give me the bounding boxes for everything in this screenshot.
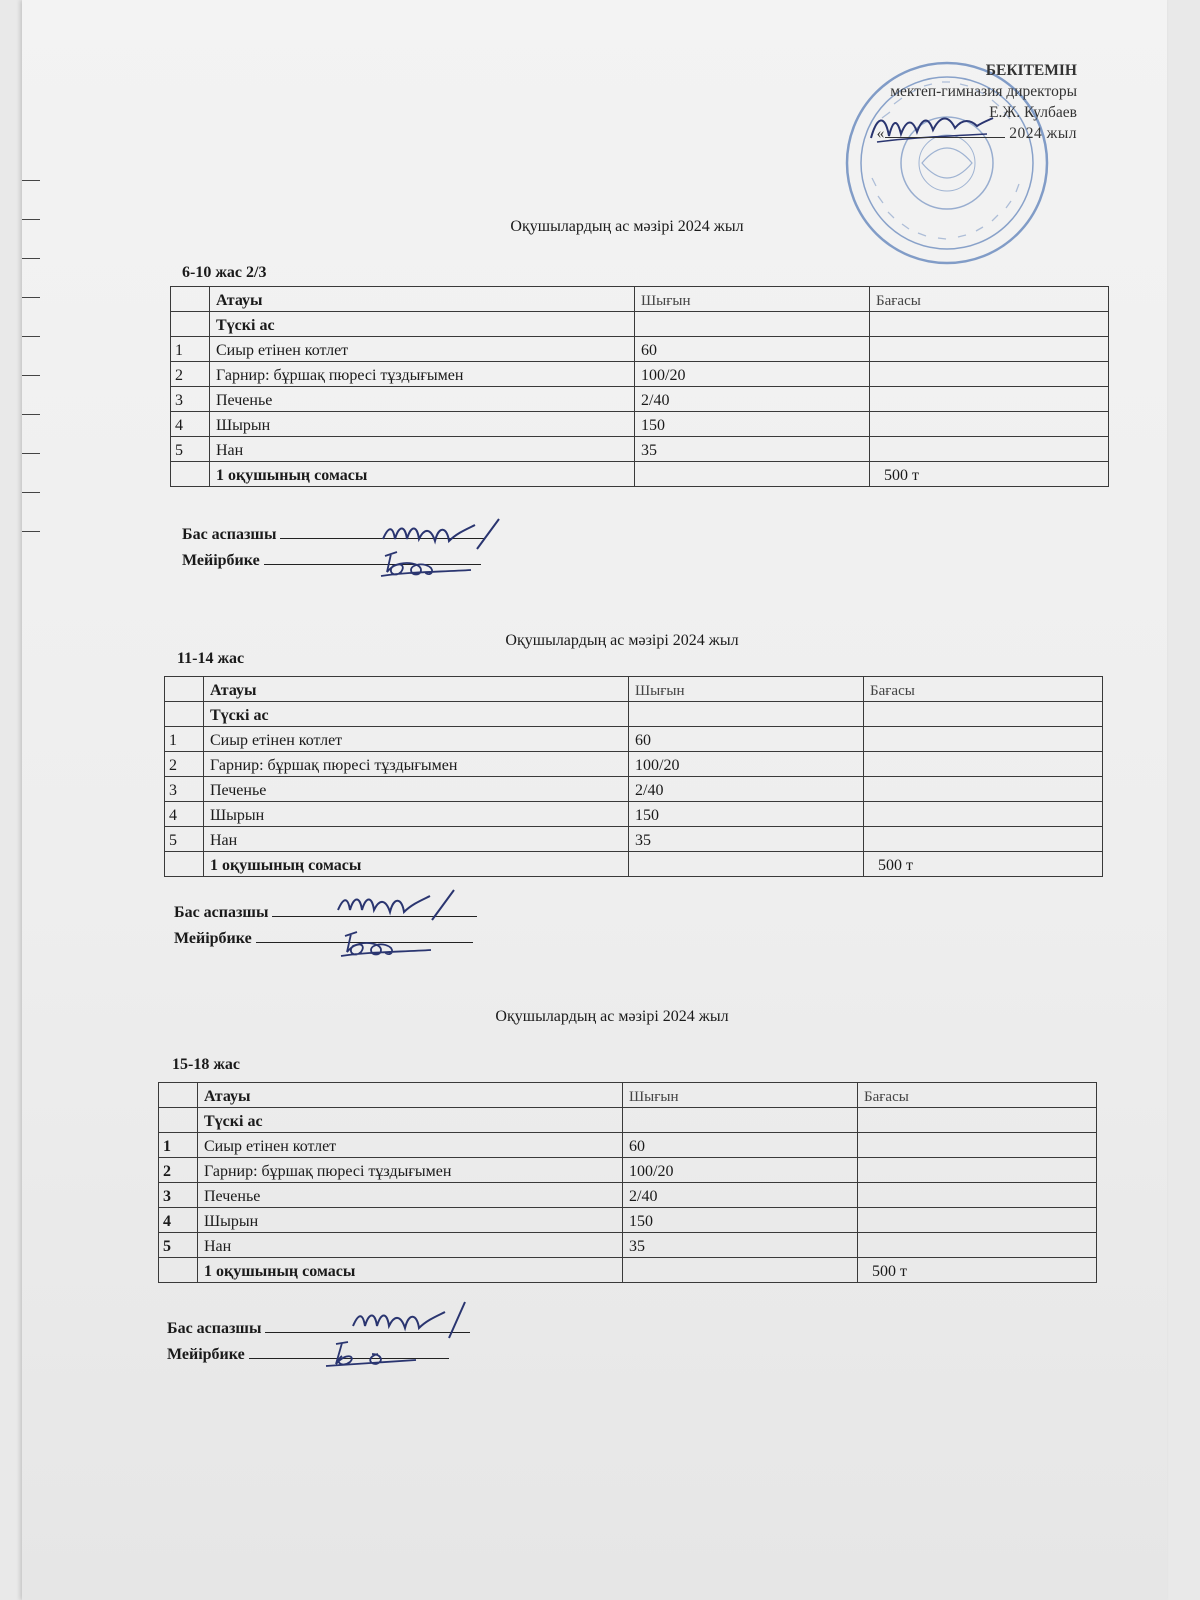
- dish-name: Сиыр етінен котлет: [210, 337, 635, 362]
- dish-name: Печенье: [210, 387, 635, 412]
- nurse-signature: [322, 1340, 422, 1370]
- table-row: [171, 362, 1109, 387]
- meal-row: [159, 1108, 1097, 1133]
- dish-name: Гарнир: бұршақ пюресі тұздығымен: [198, 1158, 623, 1183]
- dish-name: Гарнир: бұршақ пюресі тұздығымен: [210, 362, 635, 387]
- row-number: 3: [171, 387, 210, 412]
- chef-signature: [332, 886, 462, 926]
- dish-qty: 60: [635, 337, 870, 362]
- table-row: [171, 437, 1109, 462]
- row-number: 5: [171, 437, 210, 462]
- dish-price: [858, 1233, 1097, 1258]
- table-row: [159, 1158, 1097, 1183]
- dish-name: Нан: [210, 437, 635, 462]
- row-number: 4: [165, 802, 204, 827]
- table-row: [165, 727, 1103, 752]
- column-price-header: Бағасы: [870, 287, 1109, 312]
- row-number: 2: [165, 752, 204, 777]
- dish-price: [870, 387, 1109, 412]
- section-3-menu-table: [158, 1082, 1097, 1283]
- table-header-row: [171, 287, 1109, 312]
- approval-heading: БЕКІТЕМІН: [985, 62, 1077, 79]
- section-2-menu-table: [164, 676, 1103, 877]
- table-row: [171, 412, 1109, 437]
- column-qty-header: Шығын: [629, 677, 864, 702]
- document-page: [22, 0, 1167, 1600]
- table-header-row: [165, 677, 1103, 702]
- dish-name: Нан: [204, 827, 629, 852]
- approval-date: « 2024 жыл: [876, 125, 1077, 142]
- row-number: 5: [165, 827, 204, 852]
- section-1-age-group: 6-10 жас 2/3: [182, 264, 267, 281]
- section-2-title: Оқушылардың ас мәзірі 2024 жыл: [505, 632, 739, 649]
- dish-price: [864, 727, 1103, 752]
- dish-price: [858, 1133, 1097, 1158]
- table-header-row: [159, 1083, 1097, 1108]
- dish-name: Шырын: [198, 1208, 623, 1233]
- total-label: 1 оқушының сомасы: [198, 1258, 623, 1283]
- section-1-title: Оқушылардың ас мәзірі 2024 жыл: [510, 218, 744, 235]
- dish-qty: 35: [623, 1233, 858, 1258]
- dish-price: [870, 437, 1109, 462]
- meal-row: [171, 312, 1109, 337]
- dish-price: [864, 827, 1103, 852]
- meal-label: Түскі ас: [204, 702, 629, 727]
- dish-price: [870, 362, 1109, 387]
- dish-price: [870, 337, 1109, 362]
- approver-position: мектеп-гимназия директоры: [890, 83, 1077, 100]
- dish-qty: 100/20: [629, 752, 864, 777]
- dish-name: Печенье: [198, 1183, 623, 1208]
- row-number: 1: [159, 1133, 198, 1158]
- row-number: 4: [159, 1208, 198, 1233]
- table-row: [165, 752, 1103, 777]
- total-row: [165, 852, 1103, 877]
- total-value: 500 т: [858, 1258, 1097, 1283]
- column-qty-header: Шығын: [635, 287, 870, 312]
- row-number: 2: [171, 362, 210, 387]
- dish-name: Сиыр етінен котлет: [198, 1133, 623, 1158]
- chef-label: Бас аспазшы: [182, 526, 277, 543]
- chef-label: Бас аспазшы: [174, 904, 269, 921]
- column-name-header: Атауы: [204, 677, 629, 702]
- dish-qty: 150: [629, 802, 864, 827]
- dish-qty: 2/40: [635, 387, 870, 412]
- row-number: 3: [165, 777, 204, 802]
- column-price-header: Бағасы: [864, 677, 1103, 702]
- meal-row: [165, 702, 1103, 727]
- table-row: [159, 1233, 1097, 1258]
- section-2-age-group: 11-14 жас: [177, 650, 245, 667]
- dish-name: Шырын: [204, 802, 629, 827]
- row-number: 2: [159, 1158, 198, 1183]
- total-row: [171, 462, 1109, 487]
- dish-name: Нан: [198, 1233, 623, 1258]
- dish-name: Сиыр етінен котлет: [204, 727, 629, 752]
- table-row: [165, 827, 1103, 852]
- dish-price: [858, 1158, 1097, 1183]
- column-price-header: Бағасы: [858, 1083, 1097, 1108]
- dish-qty: 100/20: [623, 1158, 858, 1183]
- table-row: [159, 1183, 1097, 1208]
- dish-qty: 150: [623, 1208, 858, 1233]
- total-label: 1 оқушының сомасы: [204, 852, 629, 877]
- section-3-age-group: 15-18 жас: [172, 1056, 241, 1073]
- approval-block: [877, 60, 1077, 144]
- total-value: 500 т: [864, 852, 1103, 877]
- chef-label: Бас аспазшы: [167, 1320, 262, 1337]
- nurse-label: Мейірбике: [174, 930, 252, 947]
- dish-qty: 150: [635, 412, 870, 437]
- section-1-menu-table: [170, 286, 1109, 487]
- chef-signature: [377, 515, 507, 555]
- dish-name: Гарнир: бұршақ пюресі тұздығымен: [204, 752, 629, 777]
- table-row: [165, 777, 1103, 802]
- table-row: [165, 802, 1103, 827]
- page-edge-marks: [22, 180, 44, 570]
- table-row: [171, 337, 1109, 362]
- row-number: 3: [159, 1183, 198, 1208]
- dish-price: [864, 802, 1103, 827]
- row-number: 1: [165, 727, 204, 752]
- nurse-label: Мейірбике: [167, 1346, 245, 1363]
- dish-qty: 60: [623, 1133, 858, 1158]
- dish-qty: 35: [635, 437, 870, 462]
- row-number: 4: [171, 412, 210, 437]
- row-number: 5: [159, 1233, 198, 1258]
- row-number: 1: [171, 337, 210, 362]
- table-row: [159, 1208, 1097, 1233]
- dish-price: [858, 1183, 1097, 1208]
- nurse-signature: [377, 550, 477, 580]
- total-row: [159, 1258, 1097, 1283]
- dish-qty: 100/20: [635, 362, 870, 387]
- dish-qty: 2/40: [629, 777, 864, 802]
- approver-name: Е.Ж. Кулбаев: [989, 104, 1077, 121]
- section-3-title: Оқушылардың ас мәзірі 2024 жыл: [495, 1008, 729, 1025]
- meal-label: Түскі ас: [198, 1108, 623, 1133]
- dish-price: [864, 777, 1103, 802]
- total-value: 500 т: [870, 462, 1109, 487]
- dish-qty: 35: [629, 827, 864, 852]
- table-row: [159, 1133, 1097, 1158]
- nurse-signature: [337, 930, 437, 960]
- dish-price: [870, 412, 1109, 437]
- dish-price: [858, 1208, 1097, 1233]
- column-qty-header: Шығын: [623, 1083, 858, 1108]
- dish-qty: 2/40: [623, 1183, 858, 1208]
- dish-price: [864, 752, 1103, 777]
- total-label: 1 оқушының сомасы: [210, 462, 635, 487]
- meal-label: Түскі ас: [210, 312, 635, 337]
- dish-name: Печенье: [204, 777, 629, 802]
- dish-qty: 60: [629, 727, 864, 752]
- nurse-label: Мейірбике: [182, 552, 260, 569]
- dish-name: Шырын: [210, 412, 635, 437]
- table-row: [171, 387, 1109, 412]
- chef-signature: [347, 1298, 477, 1342]
- column-name-header: Атауы: [210, 287, 635, 312]
- column-name-header: Атауы: [198, 1083, 623, 1108]
